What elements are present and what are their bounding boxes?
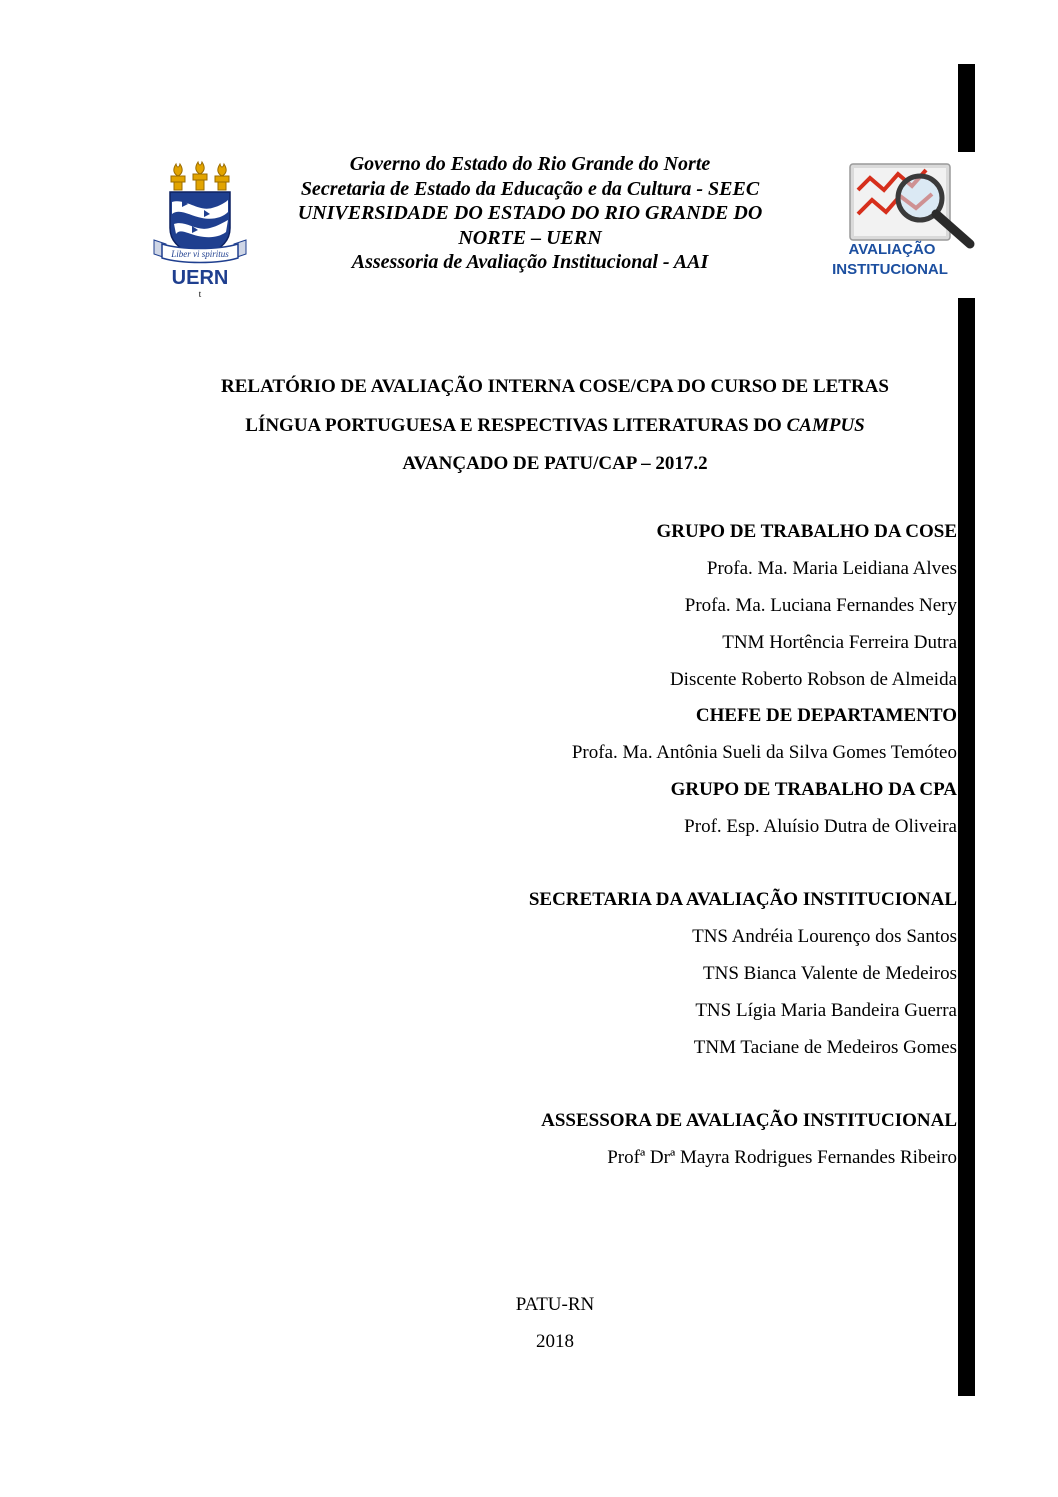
cose-heading: GRUPO DE TRABALHO DA COSE: [656, 521, 957, 542]
header-line-1: Governo do Estado do Rio Grande do Norte: [349, 153, 711, 175]
cose-member: TNM Hortência Ferreira Dutra: [722, 632, 957, 653]
institution-header: [270, 152, 790, 275]
chefe-heading: CHEFE DE DEPARTAMENTO: [695, 705, 957, 726]
title-line-3: AVANÇADO DE PATU/CAP – 2017.2: [402, 453, 708, 474]
cpa-heading: GRUPO DE TRABALHO DA CPA: [670, 779, 957, 800]
avaliacao-institucional-logo: [832, 160, 977, 282]
header-line-3: UNIVERSIDADE DO ESTADO DO RIO GRANDE DO: [297, 202, 763, 224]
secretaria-member: TNS Lígia Maria Bandeira Guerra: [695, 1000, 957, 1021]
assessora-heading: ASSESSORA DE AVALIAÇÃO INSTITUCIONAL: [541, 1110, 957, 1131]
uern-logo: [152, 158, 248, 298]
footer-city: PATU-RN: [515, 1294, 595, 1315]
aval-logo-line1: AVALIAÇÃO: [848, 241, 936, 258]
secretaria-member: TNS Andréia Lourenço dos Santos: [692, 926, 957, 947]
assessora-member: Profª Drª Mayra Rodrigues Fernandes Ribeiro: [607, 1147, 957, 1168]
secretaria-member: TNS Bianca Valente de Medeiros: [703, 963, 957, 984]
cose-member: Profa. Ma. Luciana Fernandes Nery: [684, 595, 957, 616]
chefe-member: Profa. Ma. Antônia Sueli da Silva Gomes Temóteo: [571, 742, 957, 763]
header-line-2: Secretaria de Estado da Educação e da Cultura - SEEC: [300, 177, 760, 200]
title-line-2: [100, 407, 1010, 446]
footer-year: 2018: [536, 1331, 574, 1352]
uern-motto: Liber vi spiritus: [171, 249, 229, 259]
aval-logo-line2: INSTITUCIONAL: [832, 261, 948, 278]
secretaria-heading: SECRETARIA DA AVALIAÇÃO INSTITUCIONAL: [528, 889, 957, 910]
title-line-2-text: LÍNGUA PORTUGUESA E RESPECTIVAS LITERATURAS DO: [245, 414, 787, 436]
uern-caption: t: [198, 289, 202, 298]
margin-bar-top: [958, 64, 975, 152]
report-title: [100, 368, 1010, 484]
title-line-2-italic: CAMPUS: [786, 414, 865, 436]
title-line-1: RELATÓRIO DE AVALIAÇÃO INTERNA COSE/CPA DO CURSO DE LETRAS: [221, 376, 889, 397]
header-line-4: NORTE – UERN: [458, 226, 602, 249]
uern-logo-text: UERN: [171, 267, 229, 289]
header-line-5: Assessoria de Avaliação Institucional - AAI: [351, 251, 709, 273]
cpa-member: Prof. Esp. Aluísio Dutra de Oliveira: [684, 816, 957, 837]
cose-member: Discente Roberto Robson de Almeida: [669, 669, 957, 690]
secretaria-member: TNM Taciane de Medeiros Gomes: [693, 1037, 957, 1058]
cose-member: Profa. Ma. Maria Leidiana Alves: [706, 558, 957, 579]
